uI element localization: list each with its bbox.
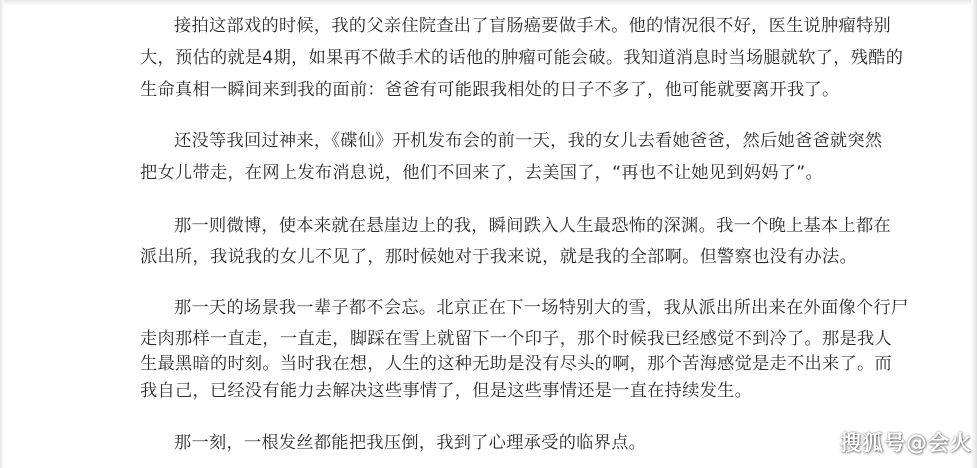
paragraph-4-line-1: 那一天的场景我一辈子都不会忘。北京正在下一场特别大的雪，我从派出所出来在外面像个行尸 — [174, 298, 909, 318]
paragraph-2-line-2: 把女儿带走，在网上发布消息说，他们不回来了，去美国了，“再也不让她见到妈妈了”。 — [140, 163, 823, 183]
paragraph-1-line-1: 接拍这部戏的时候，我的父亲住院查出了盲肠癌要做手术。他的情况很不好，医生说肿瘤特别 — [174, 16, 891, 36]
paragraph-5-line-1: 那一刻，一根发丝都能把我压倒，我到了心理承受的临界点。 — [174, 433, 647, 453]
paragraph-2-line-1: 还没等我回过神来，《碟仙》开机发布会的前一天，我的女儿去看她爸爸，然后她爸爸就突然 — [174, 131, 883, 151]
paragraph-1-line-2: 大，预估的就是4期，如果再不做手术的话他的肿瘤可能会破。我知道消息时当场腿就软了，残酷的 — [140, 48, 904, 68]
paragraph-4-line-2: 走肉那样一直走，一直走，脚踩在雪上就留下一个印子，那个时候我已经感觉不到冷了。那是我人 — [140, 329, 892, 349]
paragraph-1-line-3: 生命真相一瞬间来到我的面前：爸爸有可能跟我相处的日子不多了，他可能就要离开我了。 — [140, 80, 840, 100]
paragraph-3-line-1: 那一则微博，使本来就在悬崖边上的我，瞬间跌入人生最恐怖的深渊。我一个晚上基本上都在 — [174, 216, 891, 236]
paragraph-4-line-4: 我自己，已经没有能力去解决这些事情了，但是这些事情还是一直在持续发生。 — [140, 381, 753, 401]
paragraph-4-line-3: 生最黑暗的时刻。当时我在想，人生的这种无助是没有尽头的啊，那个苦海感觉是走不出来了。而 — [140, 354, 892, 374]
paragraph-3-line-2: 派出所，我说我的女儿不见了，那时候她对于我来说，就是我的全部啊。但警察也没有办法。 — [140, 247, 857, 267]
watermark-text: 搜狐号@会火 — [840, 431, 972, 455]
